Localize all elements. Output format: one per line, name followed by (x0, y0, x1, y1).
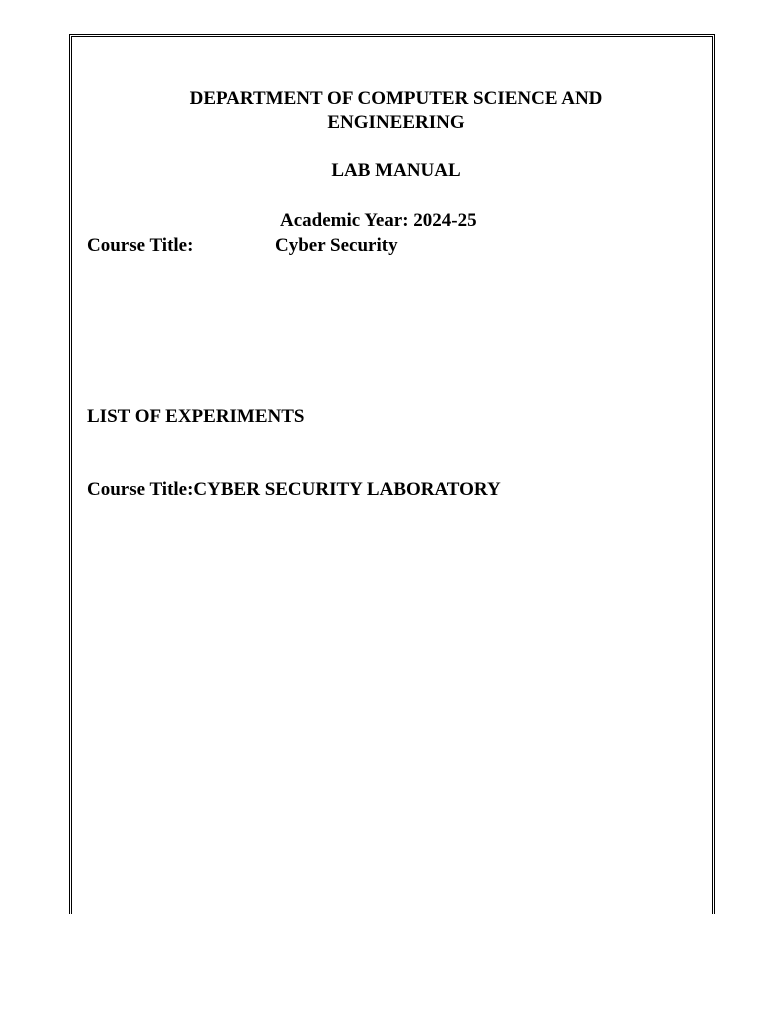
department-heading-line2: ENGINEERING (327, 112, 465, 133)
course-title-value: Cyber Security (275, 235, 398, 256)
manual-title: LAB MANUAL (331, 160, 461, 181)
experiments-heading: LIST OF EXPERIMENTS (87, 406, 305, 427)
course-title-label: Course Title: (87, 235, 194, 256)
academic-year: Academic Year: 2024-25 (280, 210, 477, 231)
department-heading-line1: DEPARTMENT OF COMPUTER SCIENCE AND (189, 88, 603, 109)
lab-course-title: Course Title:CYBER SECURITY LABORATORY (87, 479, 501, 500)
